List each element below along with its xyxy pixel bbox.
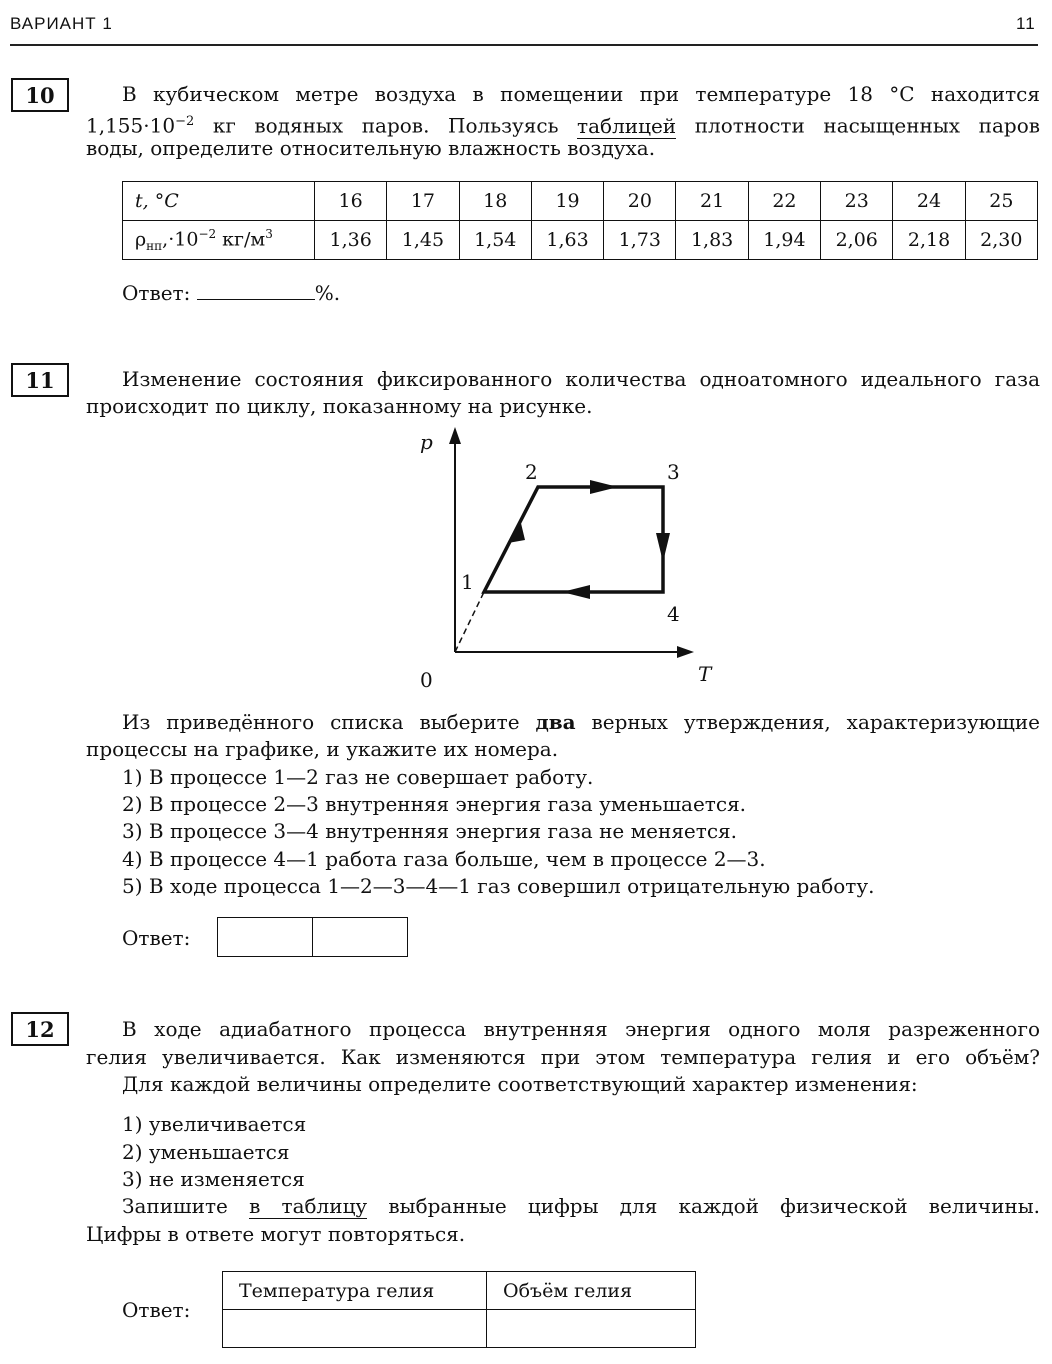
temperature-column-header: Температура гелия (223, 1272, 487, 1310)
table-cell: 1,45 (387, 221, 459, 260)
task-12-line-1: В ходе адиабатного процесса внутренняя энергия одного моля разреженного (122, 1017, 1040, 1041)
task-10-line-2: $1,155\cdot 10^{-2}$ кг водяных паров. Пользуясь таблицей плотности насыщенных паров (86, 113, 1040, 138)
table-cell: 24 (893, 182, 965, 221)
table-cell: 16 (315, 182, 387, 221)
arrow-1-2 (508, 519, 525, 543)
table-cell: 1,94 (748, 221, 820, 260)
task-12-option-1: 1) увеличивается (122, 1112, 307, 1136)
temperature-header: t, °C (123, 182, 315, 221)
task-11-option-1: 1) В процессе 1—2 газ не совершает работу. (122, 765, 594, 789)
variant-label: ВАРИАНТ 1 (10, 14, 113, 33)
density-header: $\rho_{нп},\cdot 10^{-2}$ $кг/м^3$ (123, 221, 315, 260)
task-10-line-1: В кубическом метре воздуха в помещении при температуре 18 °C находится (122, 82, 1040, 106)
task-10-number: 10 (11, 78, 69, 112)
table-cell: 25 (965, 182, 1037, 221)
arrow-4-1 (562, 585, 590, 599)
extrapolation-line (455, 592, 484, 652)
table-cell: 17 (387, 182, 459, 221)
task-12-option-3: 3) не изменяется (122, 1167, 305, 1191)
task-10-answer: Ответ: %. (122, 281, 341, 305)
task-11-question-1: Из приведённого списка выберите два верных утверждения, характеризующие (122, 710, 1040, 734)
task-11-intro-1: Изменение состояния фиксированного количества одноатомного идеального газа (122, 367, 1040, 391)
task-12-option-2: 2) уменьшается (122, 1140, 290, 1164)
p-axis-arrow (449, 427, 461, 444)
table-cell: 20 (604, 182, 676, 221)
table-cell: 19 (531, 182, 603, 221)
task-11-answer-label: Ответ: (122, 926, 191, 950)
table-link[interactable]: в таблицу (249, 1194, 368, 1218)
task-11-intro-2: происходит по циклу, показанному на рисунке. (86, 394, 593, 418)
page-number: 11 (1016, 14, 1036, 33)
answer-cell-1[interactable] (218, 918, 313, 957)
task-12-line-3: Для каждой величины определите соответствующий характер изменения: (122, 1072, 918, 1096)
task-11-option-2: 2) В процессе 2—3 внутренняя энергия газа уменьшается. (122, 792, 747, 816)
task-11-option-3: 3) В процессе 3—4 внутренняя энергия газа не меняется. (122, 819, 738, 843)
table-cell: 2,30 (965, 221, 1037, 260)
arrow-2-3 (590, 480, 618, 494)
answer-cell-2[interactable] (313, 918, 408, 957)
task-11-question-2: процессы на графике, и укажите их номера. (86, 737, 559, 761)
point-3-label: 3 (667, 460, 680, 484)
origin-label: 0 (420, 668, 433, 692)
p-axis-label: p (420, 430, 433, 454)
task-11-option-5: 5) В ходе процесса 1—2—3—4—1 газ совершил отрицательную работу. (122, 874, 875, 898)
table-cell: 1,63 (531, 221, 603, 260)
table-cell: 18 (459, 182, 531, 221)
task-11-answer-boxes (217, 917, 408, 957)
table-cell: 21 (676, 182, 748, 221)
t-axis-arrow (677, 646, 694, 658)
point-4-label: 4 (667, 602, 680, 626)
table-cell: 1,83 (676, 221, 748, 260)
task-12-answer-label: Ответ: (122, 1298, 191, 1322)
table-cell: 22 (748, 182, 820, 221)
table-cell: 1,36 (315, 221, 387, 260)
point-2-label: 2 (525, 460, 538, 484)
task-11-number: 11 (11, 363, 69, 397)
task-10-line-3: воды, определите относительную влажность воздуха. (86, 136, 656, 160)
table-link[interactable]: таблицей (577, 113, 677, 138)
t-axis-label: T (698, 662, 712, 686)
volume-column-header: Объём гелия (487, 1272, 696, 1310)
table-cell: 1,73 (604, 221, 676, 260)
point-1-label: 1 (461, 570, 474, 594)
table-cell: 1,54 (459, 221, 531, 260)
table-cell: 2,06 (821, 221, 893, 260)
task-12-instr-2: Цифры в ответе могут повторяться. (86, 1222, 466, 1246)
task-12-instr-1: Запишите в таблицу выбранные цифры для каждой физической величины. (122, 1194, 1041, 1218)
task-11-option-4: 4) В процессе 4—1 работа газа больше, чем в процессе 2—3. (122, 847, 766, 871)
arrow-3-4 (656, 533, 670, 562)
task-12-line-2: гелия увеличивается. Как изменяются при этом температура гелия и его объём? (86, 1045, 1040, 1069)
task-12-number: 12 (11, 1012, 69, 1046)
volume-answer-cell[interactable] (487, 1310, 696, 1348)
table-cell: 2,18 (893, 221, 965, 260)
table-cell: 23 (821, 182, 893, 221)
temperature-answer-cell[interactable] (223, 1310, 487, 1348)
task-12-answer-table (222, 1271, 696, 1348)
